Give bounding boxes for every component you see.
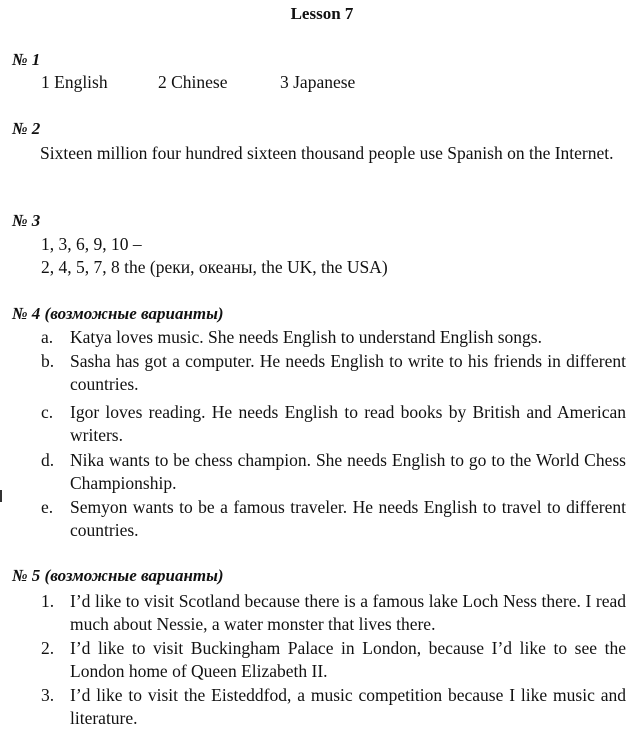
exercise-1-heading: № 1 [12,50,41,69]
exercise-2-answer: Sixteen million four hundred sixteen thousand people use Spanish on the Internet. [40,143,614,163]
exercise-1-item-2: 2 Chinese [158,72,228,92]
list-marker: a. [41,327,54,347]
exercise-3-line-2: 2, 4, 5, 7, 8 the (реки, океаны, the UK, the USA) [41,257,388,277]
list-item-text: Katya loves music. She needs English to understand English songs. [70,327,542,347]
margin-mark [0,490,2,502]
exercise-1-item-1: 1 English [41,72,108,92]
list-item-text: Igor loves reading. He needs English to read books by British and American writers. [70,402,626,445]
exercise-1-item-3: 3 Japanese [280,72,356,92]
list-item-text: I’d like to visit Scotland because there is a famous lake Loch Ness there. I read much about Nessie, a water monster that lives there. [70,591,626,634]
exercise-3-line-1: 1, 3, 6, 9, 10 – [41,234,142,254]
page-title: Lesson 7 [290,4,354,23]
list-item-text: I’d like to visit Buckingham Palace in London, because I’d like to see the London home of Queen Elizabeth II. [70,638,626,681]
list-marker: b. [41,351,55,371]
list-item-text: Sasha has got a computer. He needs English to write to his friends in different countries. [70,351,626,394]
exercise-4-heading: № 4 (возможные варианты) [12,304,224,323]
list-marker: 1. [41,591,55,611]
exercise-2-heading: № 2 [12,119,41,138]
list-item-text: Semyon wants to be a famous traveler. He needs English to travel to different countries. [70,497,626,540]
list-marker: c. [41,402,54,422]
list-item-text: I’d like to visit the Eisteddfod, a music competition because I like music and literature. [70,685,626,728]
exercise-3-heading: № 3 [12,211,41,230]
list-marker: 3. [41,685,55,705]
list-marker: d. [41,450,55,470]
list-marker: 2. [41,638,55,658]
list-marker: e. [41,497,54,517]
exercise-5-heading: № 5 (возможные варианты) [12,566,224,585]
list-item-text: Nika wants to be chess champion. She needs English to go to the World Chess Championship. [70,450,626,493]
